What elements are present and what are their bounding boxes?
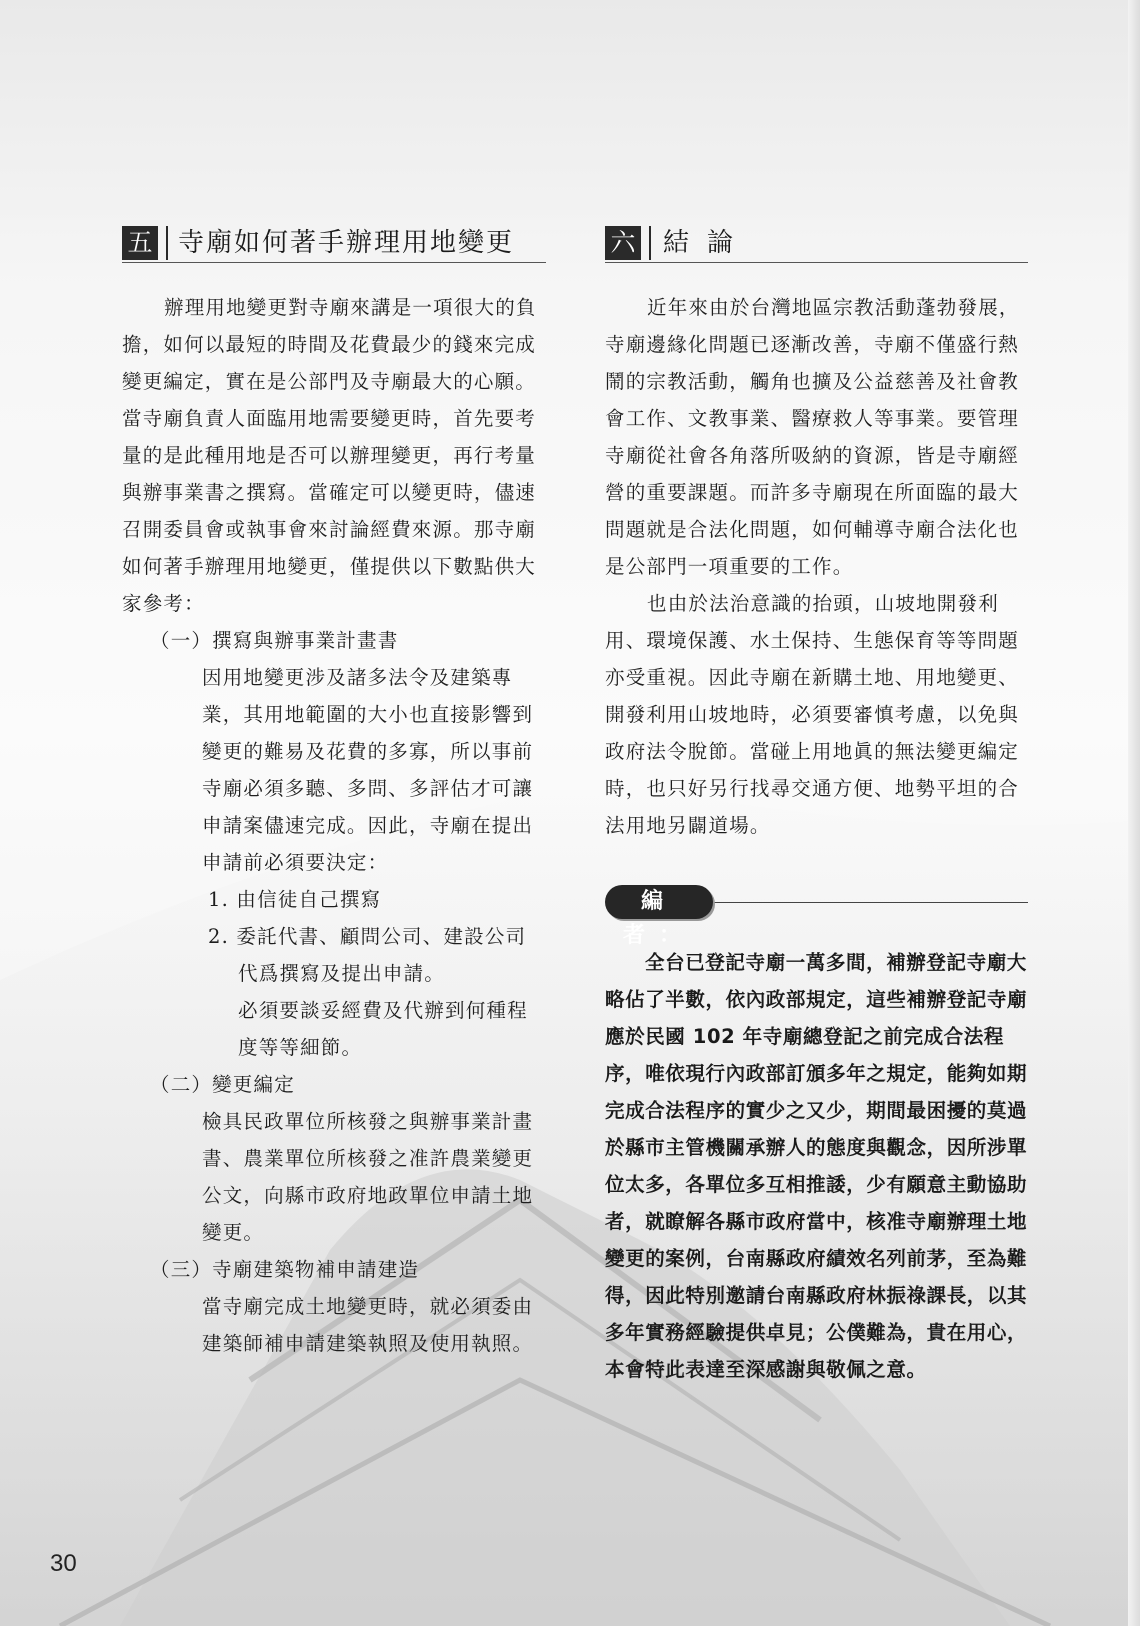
section-6-header — [605, 224, 1028, 263]
numbered-item-2 — [208, 918, 546, 955]
sub-item-2-body: 檢具民政單位所核發之與辦事業計畫書、農業單位所核發之准許農業變更公文，向縣市政府地政單位申請土地變更。 — [202, 1110, 534, 1244]
sub-item-3-body: 當寺廟完成土地變更時，就必須委由建築師補申請建築執照及使用執照。 — [202, 1295, 534, 1355]
section-5-divider — [166, 226, 168, 260]
numbered-item-2-num: 2. — [208, 925, 230, 948]
sub-item-2-label: （二）變更編定 — [150, 1073, 295, 1096]
sub-item-1-label: （一）撰寫與辦事業計畫書 — [150, 629, 399, 652]
section-5-header — [122, 224, 546, 263]
section-6-paragraph-1: 近年來由於台灣地區宗教活動蓬勃發展，寺廟邊緣化問題已逐漸改善，寺廟不僅盛行熱鬧的宗教活動，觸角也擴及公益慈善及社會教會工作、文教事業、醫療救人等事業。要管理寺廟從社會各角落所吸納的資源，皆是寺廟經營的重要課題。而許多寺廟現在所面臨的最大問題就是合法化問題，如何輔導寺廟合法化也是公部門一項重要的工作。 — [605, 296, 1020, 578]
section-5-title: 寺廟如何著手辦理用地變更 — [178, 228, 515, 258]
sub-item-1-body: 因用地變更涉及諸多法令及建築專業，其用地範圍的大小也直接影響到變更的難易及花費的多寡，所以事前寺廟必須多聽、多問、多評估才可讓申請案儘速完成。因此，寺廟在提出申請前必須要決定： — [202, 666, 534, 874]
numbered-item-2-cont-2: 必須要談妥經費及代辦到何種程度等等細節。 — [238, 999, 528, 1059]
sub-item-3-label: （三）寺廟建築物補申請建造 — [150, 1258, 420, 1281]
editor-note-header — [605, 884, 1028, 948]
section-6 — [605, 224, 1028, 844]
section-5-intro: 辦理用地變更對寺廟來講是一項很大的負擔，如何以最短的時間及花費最少的錢來完成變更編定，實在是公部門及寺廟最大的心願。當寺廟負責人面臨用地需要變更時，首先要考量的是此種用地是否可以辦理變更，再行考量與辦事業書之撰寫。當確定可以變更時，儘速召開委員會或執事會來討論經費來源。那寺廟如何著手辦理用地變更，僅提供以下數點供大家參考： — [122, 296, 537, 615]
numbered-item-1-text: 由信徒自己撰寫 — [236, 888, 382, 911]
section-6-divider — [649, 226, 651, 260]
section-5-number: 五 — [122, 226, 158, 260]
editor-note — [605, 884, 1028, 1388]
numbered-item-2-cont-1: 代爲撰寫及提出申請。 — [238, 962, 446, 985]
editor-note-rule — [705, 902, 1028, 903]
section-5 — [122, 224, 546, 1362]
page-number: 30 — [50, 1550, 77, 1577]
section-6-number: 六 — [605, 226, 641, 260]
sub-item-2 — [122, 1066, 546, 1251]
numbered-item-2-text: 委託代書、顧問公司、建設公司 — [236, 925, 527, 948]
numbered-item-1-num: 1. — [208, 888, 230, 911]
numbered-item-1 — [208, 881, 546, 918]
sub-item-3 — [122, 1251, 546, 1362]
section-6-title: 結論 — [663, 228, 752, 258]
page-edge — [1128, 0, 1140, 1626]
section-6-paragraph-2: 也由於法治意識的抬頭，山坡地開發利用、環境保護、水土保持、生態保育等等問題亦受重視。因此寺廟在新購土地、用地變更、開發利用山坡地時，必須要審慎考慮，以免與政府法令脫節。當碰上用地眞的無法變更編定時，也只好另行找尋交通方便、地勢平坦的合法用地另闢道場。 — [605, 592, 1020, 837]
editor-badge: 編 者： — [605, 885, 713, 919]
editor-note-text: 全台已登記寺廟一萬多間，補辦登記寺廟大略佔了半數，依內政部規定，這些補辦登記寺廟應於民國 102 年寺廟總登記之前完成合法程序，唯依現行內政部訂頒多年之規定，能夠如期完成合法程序的實少之又少，期間最困擾的莫過於縣市主管機關承辦人的態度與觀念，因所涉單位太多，各單位多互相推諉，少有願意主動協助者，就瞭解各縣市政府當中，核准寺廟辦理土地變更的案例，台南縣政府績效名列前茅，至為難得，因此特別邀請台南縣政府林振祿課長，以其多年實務經驗提供卓見；公僕難為，貴在用心，本會特此表達至深感謝與敬佩之意。 — [605, 951, 1028, 1381]
sub-item-1 — [122, 622, 546, 1066]
